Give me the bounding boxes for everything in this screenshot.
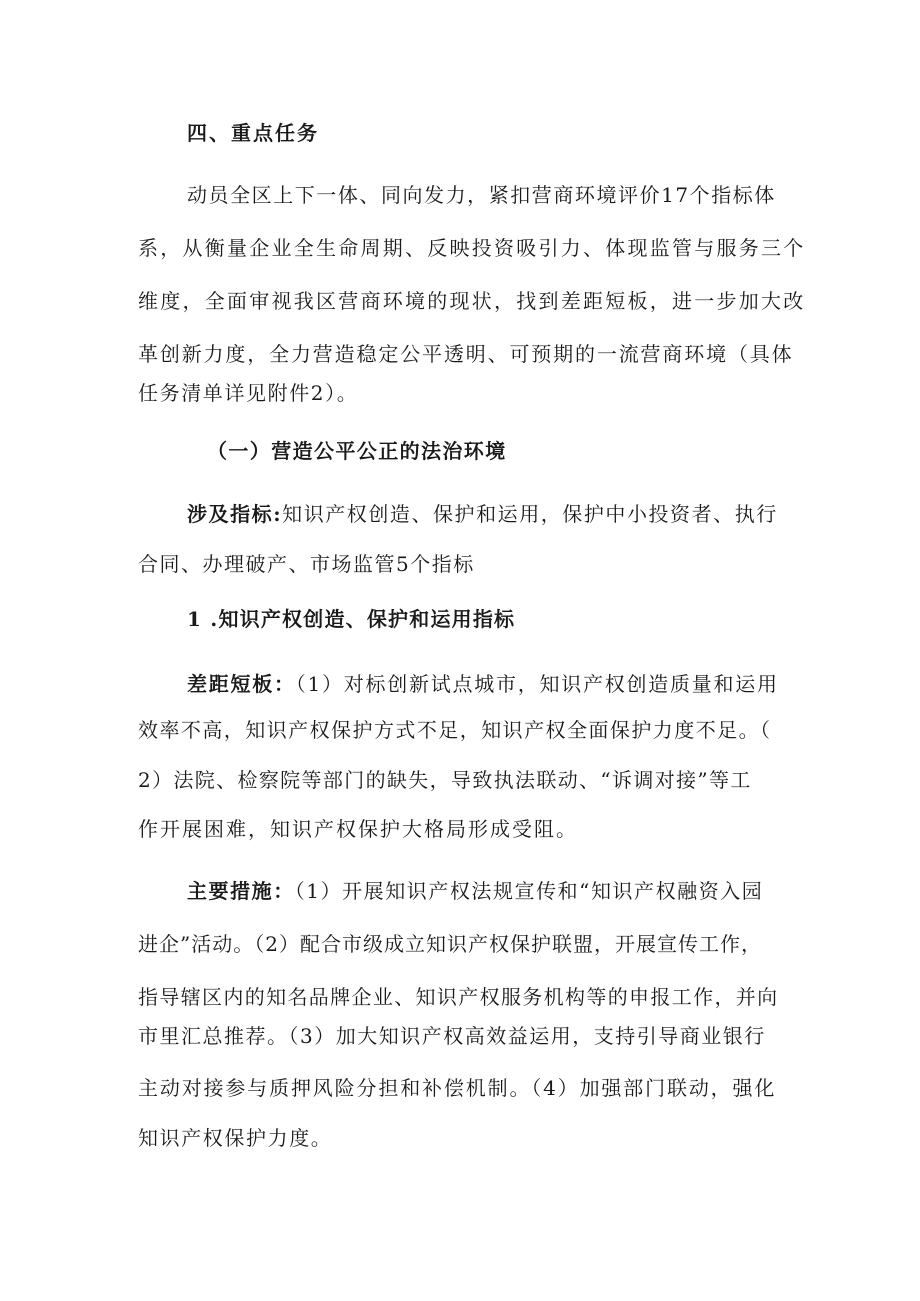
- paragraph-line: 2）法院、检察院等部门的缺失，导致执法联动、“诉调对接”等工: [138, 768, 752, 792]
- paragraph-line: 维度，全面审视我区营商环境的现状，找到差距短板，进一步加大改: [138, 289, 806, 313]
- indicators-text: 知识产权创造、保护和运用，保护中小投资者、执行: [282, 502, 778, 526]
- paragraph-line: 作开展困难，知识产权保护大格局形成受阻。: [138, 817, 578, 841]
- paragraph-line: 市里汇总推荐。（3）加大知识产权高效益运用，支持引导商业银行: [138, 1024, 766, 1048]
- paragraph-line: 指导辖区内的知名品牌企业、知识产权服务机构等的申报工作，并向: [138, 985, 779, 1009]
- paragraph-line: 任务清单详见附件2）。: [138, 381, 359, 405]
- paragraph-line: [187, 877, 763, 905]
- paragraph-line: [187, 670, 779, 698]
- gaps-text: （1）对标创新试点城市，知识产权创造质量和运用: [295, 672, 779, 696]
- paragraph-line: 动员全区上下一体、同向发力，紧扣营商环境评价17个指标体: [187, 183, 776, 207]
- paragraph-line: 系，从衡量企业全生命周期、反映投资吸引力、体现监管与服务三个: [138, 236, 806, 260]
- paragraph-line: 主动对接参与质押风险分担和补偿机制。（4）加强部门联动，强化: [138, 1076, 777, 1100]
- item-heading: 1 .知识产权创造、保护和运用指标: [187, 607, 516, 631]
- subsection-heading: （一）营造公平公正的法治环境: [207, 439, 507, 463]
- gaps-label: 差距短板：: [187, 672, 296, 696]
- paragraph-line: 知识产权保护力度。: [138, 1126, 333, 1150]
- indicators-label: 涉及指标:: [187, 502, 283, 526]
- paragraph-line: 进企”活动。（2）配合市级成立知识产权保护联盟，开展宣传工作，: [138, 932, 762, 956]
- section-heading: 四、重点任务: [187, 121, 319, 145]
- paragraph-line: 合同、办理破产、市场监管5个指标: [138, 552, 475, 576]
- paragraph-line: [187, 500, 778, 528]
- measures-text: （1）开展知识产权法规宣传和“知识产权融资入园: [294, 879, 764, 903]
- measures-label: 主要措施：: [187, 879, 295, 903]
- paragraph-line: 革创新力度，全力营造稳定公平透明、可预期的一流营商环境（具体: [138, 342, 794, 366]
- paragraph-line: 效率不高，知识产权保护方式不足，知识产权全面保护力度不足。（: [138, 718, 772, 742]
